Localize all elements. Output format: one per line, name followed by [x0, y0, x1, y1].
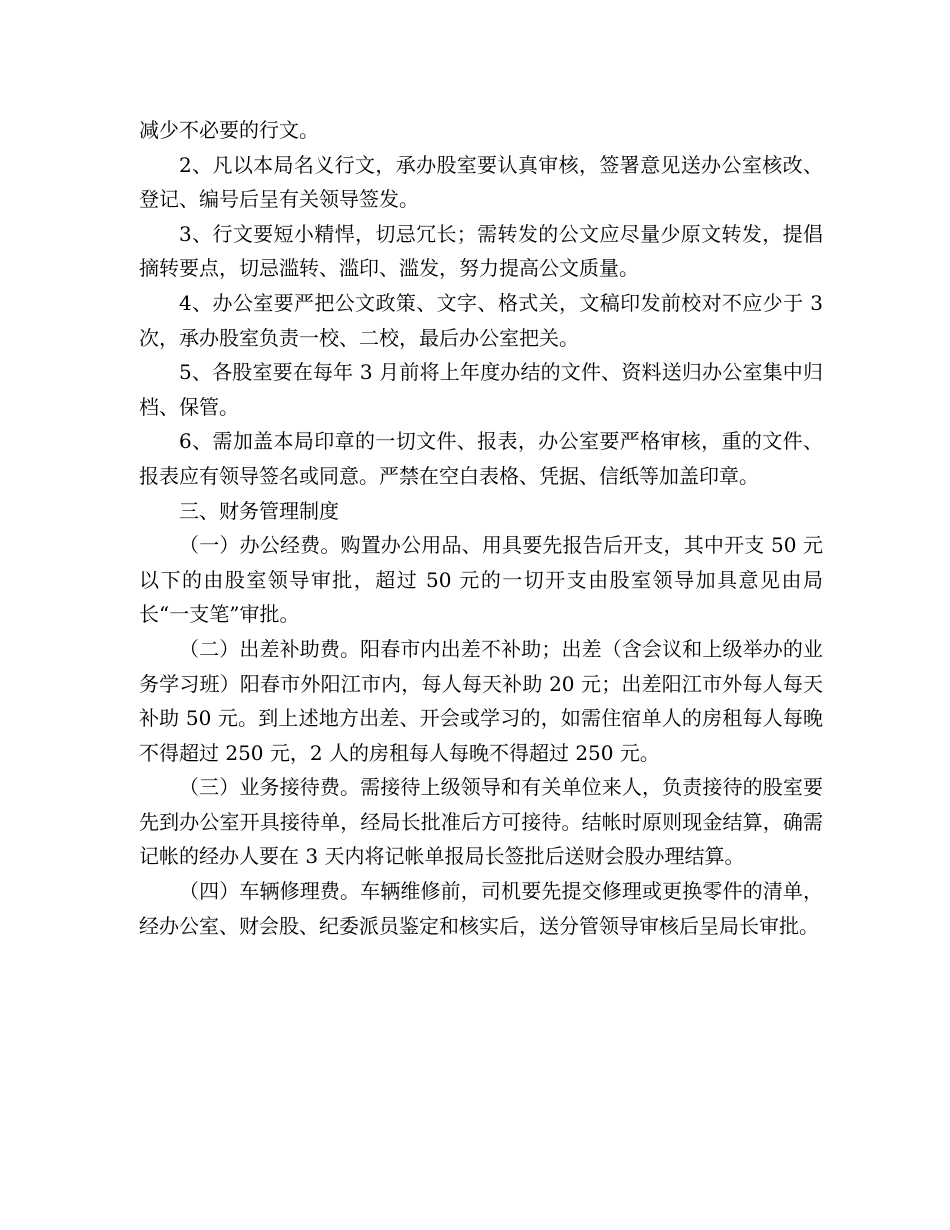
paragraph-item-6: 6、需加盖本局印章的一切文件、报表，办公室要严格审核，重的文件、报表应有领导签名或同意。严禁在空白表格、凭据、信纸等加盖印章。: [139, 429, 823, 488]
paragraph-office-expenses: （一）办公经费。购置办公用品、用具要先报告后开支，其中开支 50 元以下的由股室领导审批，超过 50 元的一切开支由股室领导加具意见由局长“一支笔”审批。: [139, 533, 823, 627]
paragraph-travel-allowance: （二）出差补助费。阳春市内出差不补助；出差（含会议和上级举办的业务学习班）阳春市外阳江市内，每人每天补助 20 元；出差阳江市外每人每天补助 50 元。到上述地方出差、开会或学习的，如需住宿单人的房租每人每晚不得超过 250 元，2 人的房租每人每晚不得超过 250 元。: [139, 636, 823, 765]
paragraph-vehicle-repair: （四）车辆修理费。车辆维修前，司机要先提交修理或更换零件的清单，经办公室、财会股、纪委派员鉴定和核实后，送分管领导审核后呈局长审批。: [139, 879, 823, 938]
paragraph-item-4: 4、办公室要严把公文政策、文字、格式关，文稿印发前校对不应少于 3 次，承办股室负责一校、二校，最后办公室把关。: [139, 290, 823, 350]
paragraph-item-3: 3、行文要短小精悍，切忌冗长；需转发的公文应尽量少原文转发，提倡摘转要点，切忌滥转、滥印、滥发，努力提高公文质量。: [139, 221, 823, 281]
section-heading: 三、财务管理制度: [179, 498, 339, 523]
paragraph-continuation: 减少不必要的行文。: [139, 118, 319, 142]
paragraph-item-5: 5、各股室要在每年 3 月前将上年度办结的文件、资料送归办公室集中归档、保管。: [139, 360, 823, 419]
paragraph-reception-expenses: （三）业务接待费。需接待上级领导和有关单位来人，负责接待的股室要先到办公室开具接待单，经局长批准后方可接待。结帐时原则现金结算，确需记帐的经办人要在 3 天内将记帐单报局长签批后送财会股办理结算。: [139, 775, 823, 869]
document-body: [139, 113, 823, 943]
paragraph-item-2: 2、凡以本局名义行文，承办股室要认真审核，签署意见送办公室核改、登记、编号后呈有关领导签发。: [139, 152, 823, 212]
